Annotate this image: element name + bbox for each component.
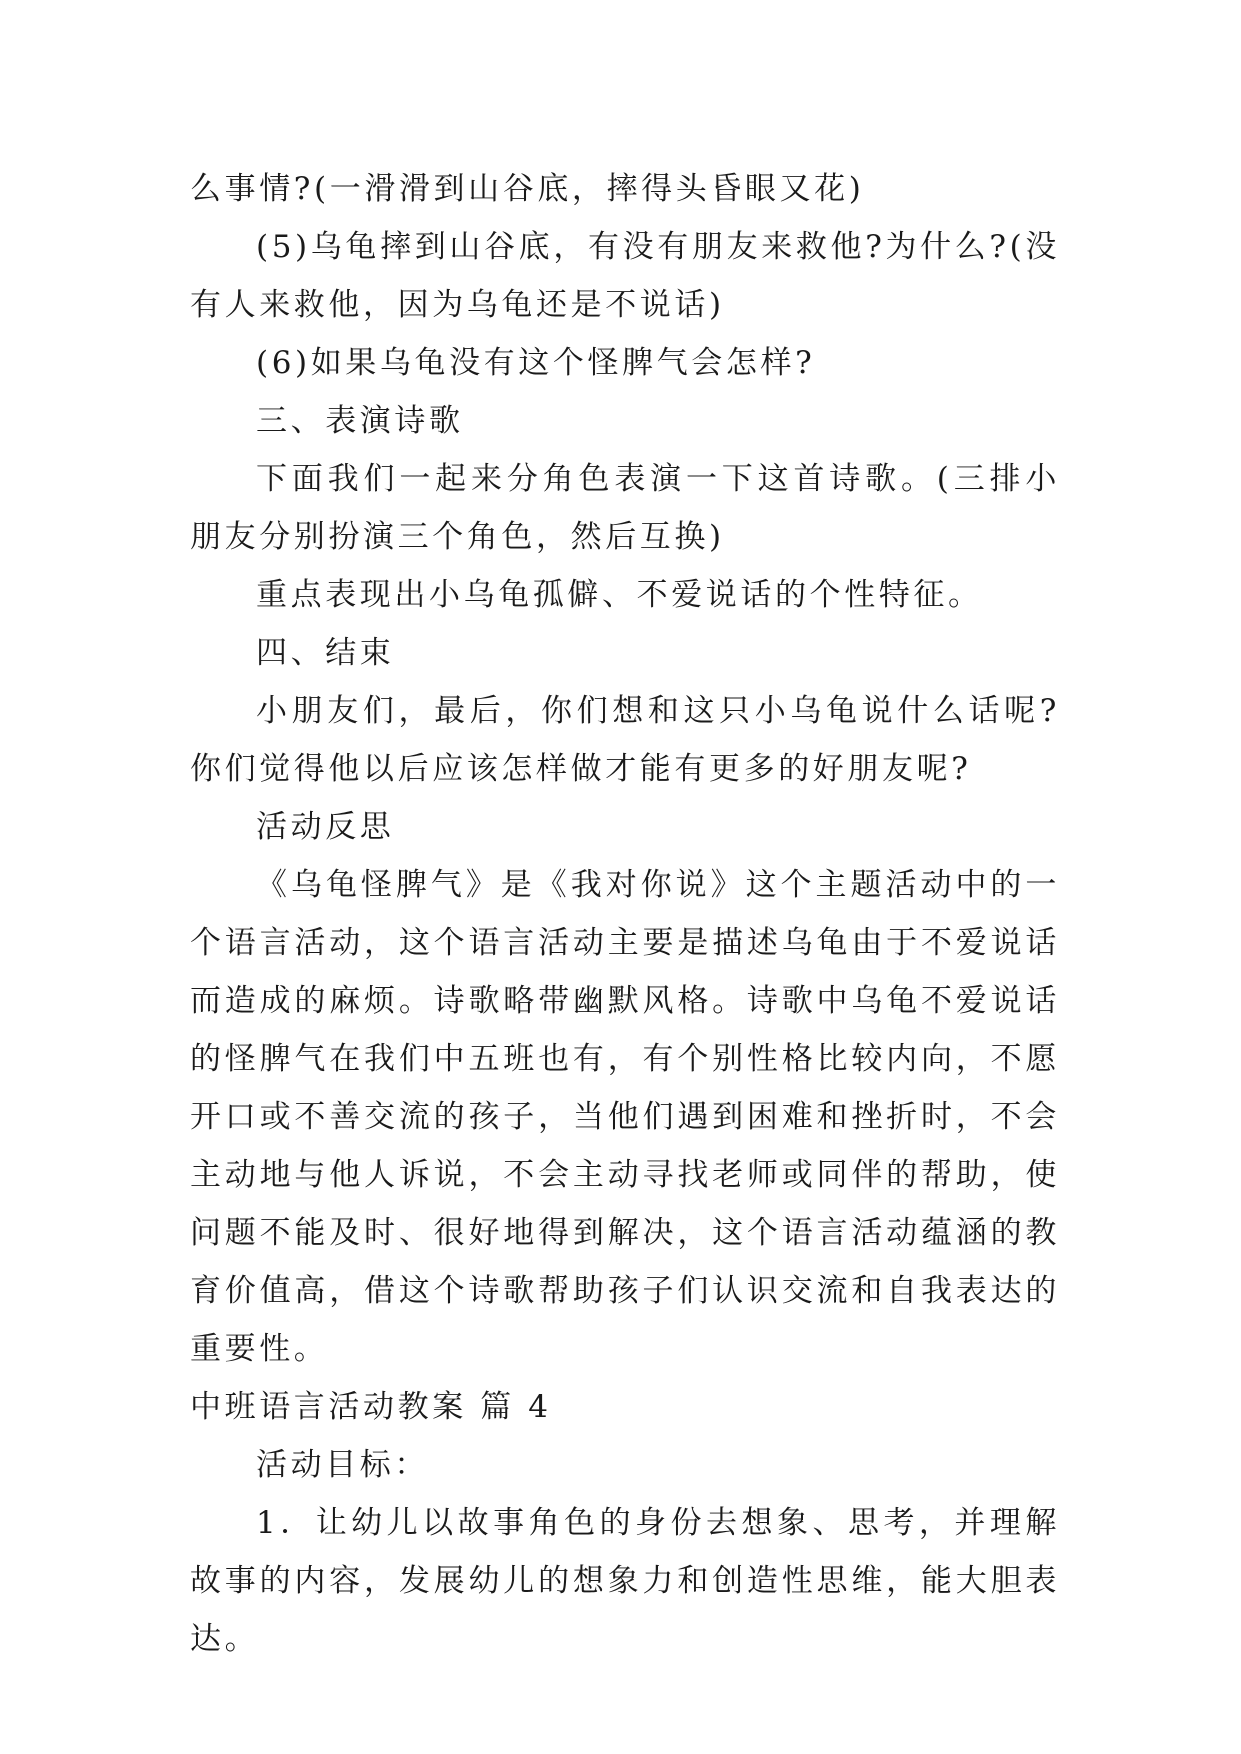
paragraph: 下面我们一起来分角色表演一下这首诗歌。(三排小朋友分别扮演三个角色，然后互换): [190, 461, 1060, 555]
document-body: [190, 160, 1060, 1668]
section-heading: 三、表演诗歌: [256, 403, 464, 439]
paragraph: 小朋友们，最后，你们想和这只小乌龟说什么话呢?你们觉得他以后应该怎样做才能有更多的好朋友呢?: [190, 693, 1060, 787]
document-heading: 中班语言活动教案 篇 4: [190, 1389, 552, 1425]
section-heading: 活动目标：: [256, 1447, 429, 1483]
section-heading: 活动反思: [256, 809, 395, 845]
paragraph: 《乌龟怪脾气》是《我对你说》这个主题活动中的一个语言活动，这个语言活动主要是描述乌龟由于不爱说话而造成的麻烦。诗歌略带幽默风格。诗歌中乌龟不爱说话的怪脾气在我们中五班也有，有个别性格比较内向，不愿开口或不善交流的孩子，当他们遇到困难和挫折时，不会主动地与他人诉说，不会主动寻找老师或同伴的帮助，使问题不能及时、很好地得到解决，这个语言活动蕴涵的教育价值高，借这个诗歌帮助孩子们认识交流和自我表达的重要性。: [190, 867, 1060, 1367]
paragraph: (6)如果乌龟没有这个怪脾气会怎样?: [256, 345, 816, 381]
section-heading: 四、结束: [256, 635, 395, 671]
paragraph: 1．让幼儿以故事角色的身份去想象、思考，并理解故事的内容，发展幼儿的想象力和创造性思维，能大胆表达。: [190, 1505, 1060, 1657]
paragraph: (5)乌龟摔到山谷底，有没有朋友来救他?为什么?(没有人来救他，因为乌龟还是不说话): [190, 229, 1060, 323]
paragraph: 么事情?(一滑滑到山谷底，摔得头昏眼又花): [190, 171, 865, 207]
paragraph: 重点表现出小乌龟孤僻、不爱说话的个性特征。: [256, 577, 983, 613]
